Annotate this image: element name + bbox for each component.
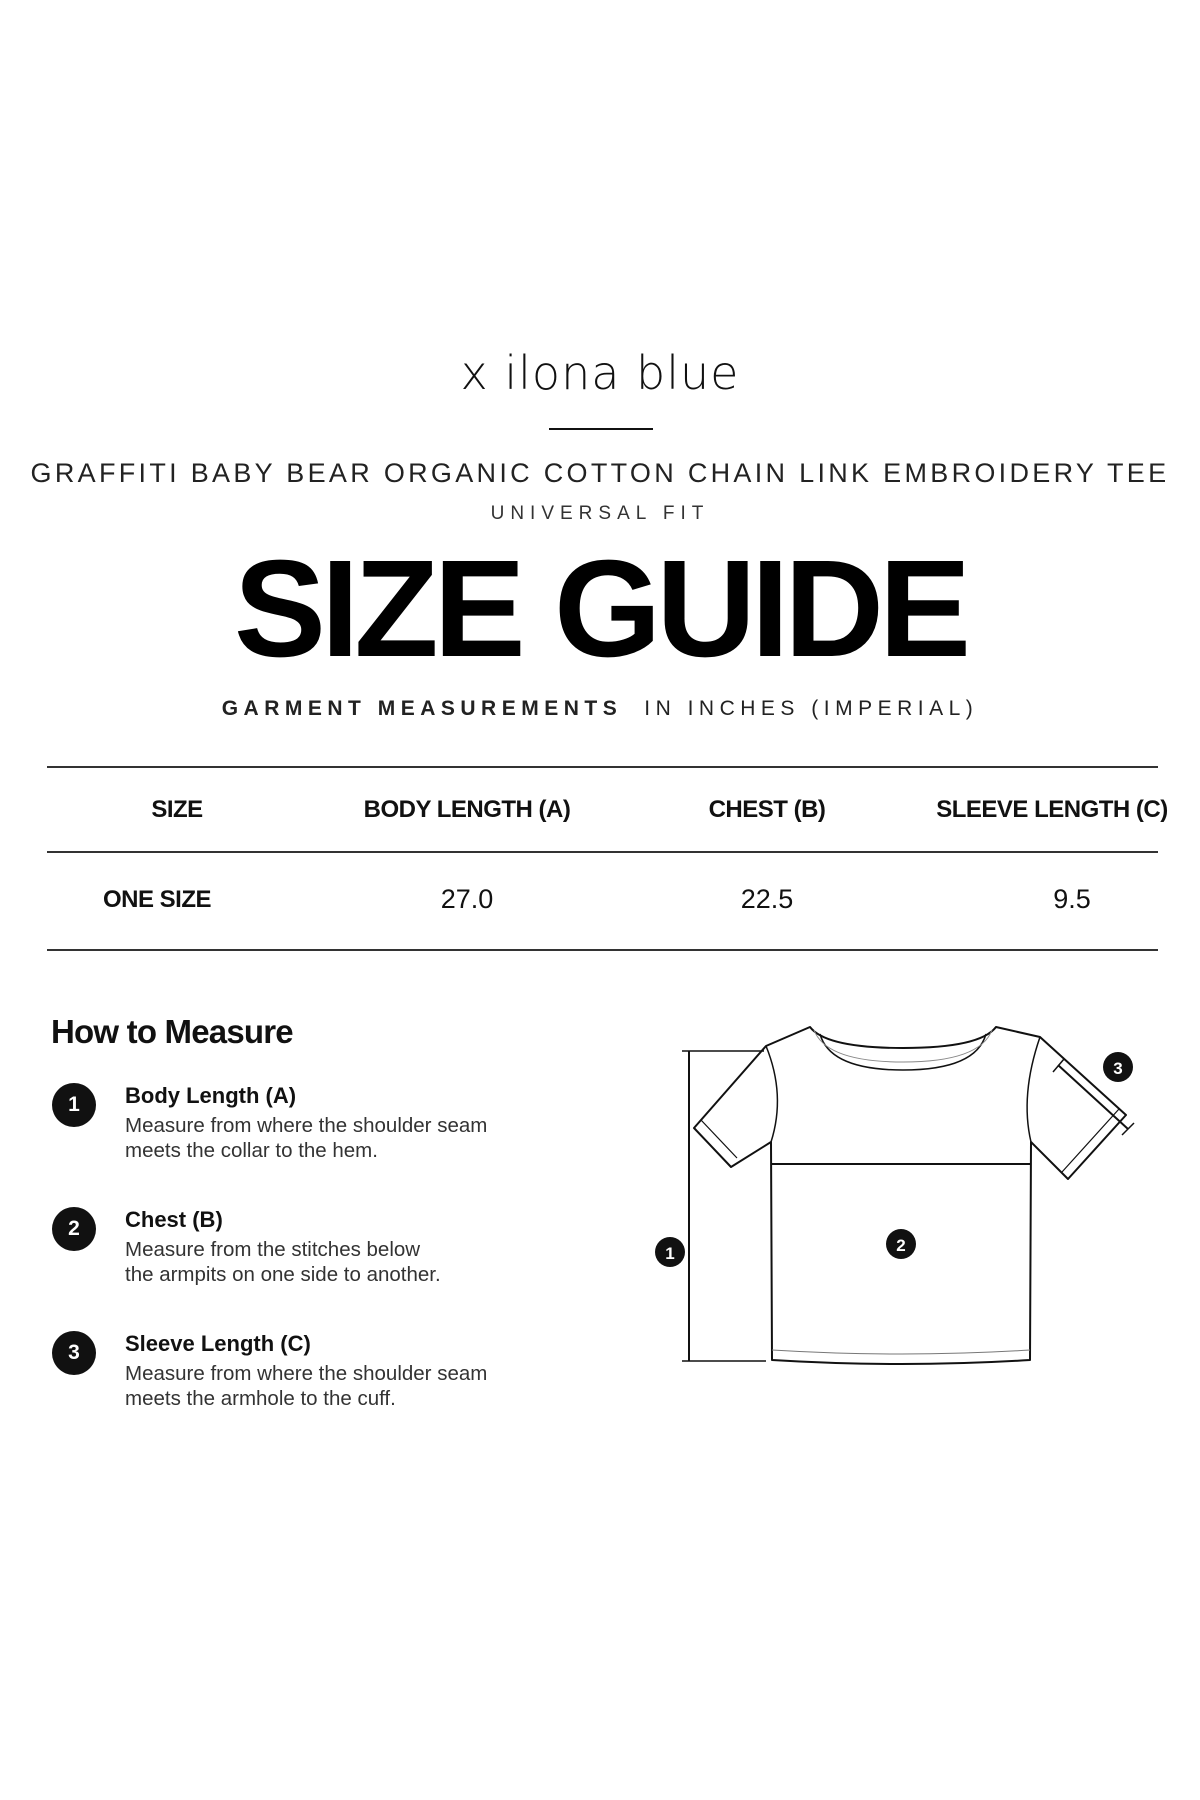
table-mid-rule bbox=[47, 851, 1158, 853]
how-to-measure-title: How to Measure bbox=[51, 1013, 293, 1050]
header-chest: CHEST (B) bbox=[708, 796, 826, 823]
product-name: GRAFFITI BABY BEAR ORGANIC COTTON CHAIN LINK EMBROIDERY TEE bbox=[30, 458, 1170, 488]
marker-1-label: 1 bbox=[665, 1244, 675, 1263]
step-badge: 3 bbox=[52, 1331, 96, 1375]
brand-divider bbox=[549, 428, 653, 430]
subtitle-strong: GARMENT MEASUREMENTS bbox=[221, 697, 623, 720]
marker-2-label: 2 bbox=[896, 1236, 906, 1255]
step-title: Body Length (A) bbox=[125, 1083, 297, 1108]
cell-sleeve-length: 9.5 bbox=[1053, 884, 1091, 914]
marker-1-icon bbox=[655, 1237, 685, 1267]
step-description bbox=[125, 1237, 565, 1287]
page-title: SIZE GUIDE bbox=[233, 532, 967, 686]
tshirt-collar bbox=[820, 1034, 986, 1070]
marker-3-label: 3 bbox=[1113, 1059, 1123, 1078]
step-desc-line: meets the armhole to the cuff. bbox=[125, 1387, 396, 1410]
tshirt-outline bbox=[694, 1027, 1126, 1364]
step-desc-line: Measure from the stitches below bbox=[125, 1238, 421, 1261]
marker-3-icon bbox=[1103, 1052, 1133, 1082]
header-size: SIZE bbox=[151, 796, 203, 823]
table-bottom-rule bbox=[47, 949, 1158, 951]
subtitle-light: IN INCHES (IMPERIAL) bbox=[644, 697, 979, 720]
step-desc-line: meets the collar to the hem. bbox=[125, 1139, 378, 1162]
table-top-rule bbox=[47, 766, 1158, 768]
brand-logo: x ilona blue bbox=[460, 346, 740, 400]
step-desc-line: Measure from where the shoulder seam bbox=[125, 1362, 488, 1385]
header-body-length: BODY LENGTH (A) bbox=[363, 796, 571, 823]
step-title: Chest (B) bbox=[125, 1207, 223, 1232]
step-badge: 1 bbox=[52, 1083, 96, 1127]
tshirt-sleeve-seam-right bbox=[1027, 1037, 1040, 1142]
marker-2-icon bbox=[886, 1229, 916, 1259]
step-title: Sleeve Length (C) bbox=[125, 1331, 311, 1356]
step-desc-line: Measure from where the shoulder seam bbox=[125, 1114, 488, 1137]
step-badge: 2 bbox=[52, 1207, 96, 1251]
cell-body-length: 27.0 bbox=[440, 884, 494, 914]
tshirt-diagram bbox=[630, 1000, 1170, 1440]
tshirt-sleeve-seam-left bbox=[766, 1046, 777, 1142]
step-description bbox=[125, 1113, 565, 1163]
cell-size: ONE SIZE bbox=[102, 886, 212, 913]
cell-chest: 22.5 bbox=[740, 884, 794, 914]
step-description bbox=[125, 1361, 565, 1411]
step-desc-line: the armpits on one side to another. bbox=[125, 1263, 441, 1286]
measurement-subtitle bbox=[0, 697, 1200, 721]
fit-label: UNIVERSAL FIT bbox=[490, 503, 710, 524]
header-sleeve-length: SLEEVE LENGTH (C) bbox=[936, 796, 1168, 823]
